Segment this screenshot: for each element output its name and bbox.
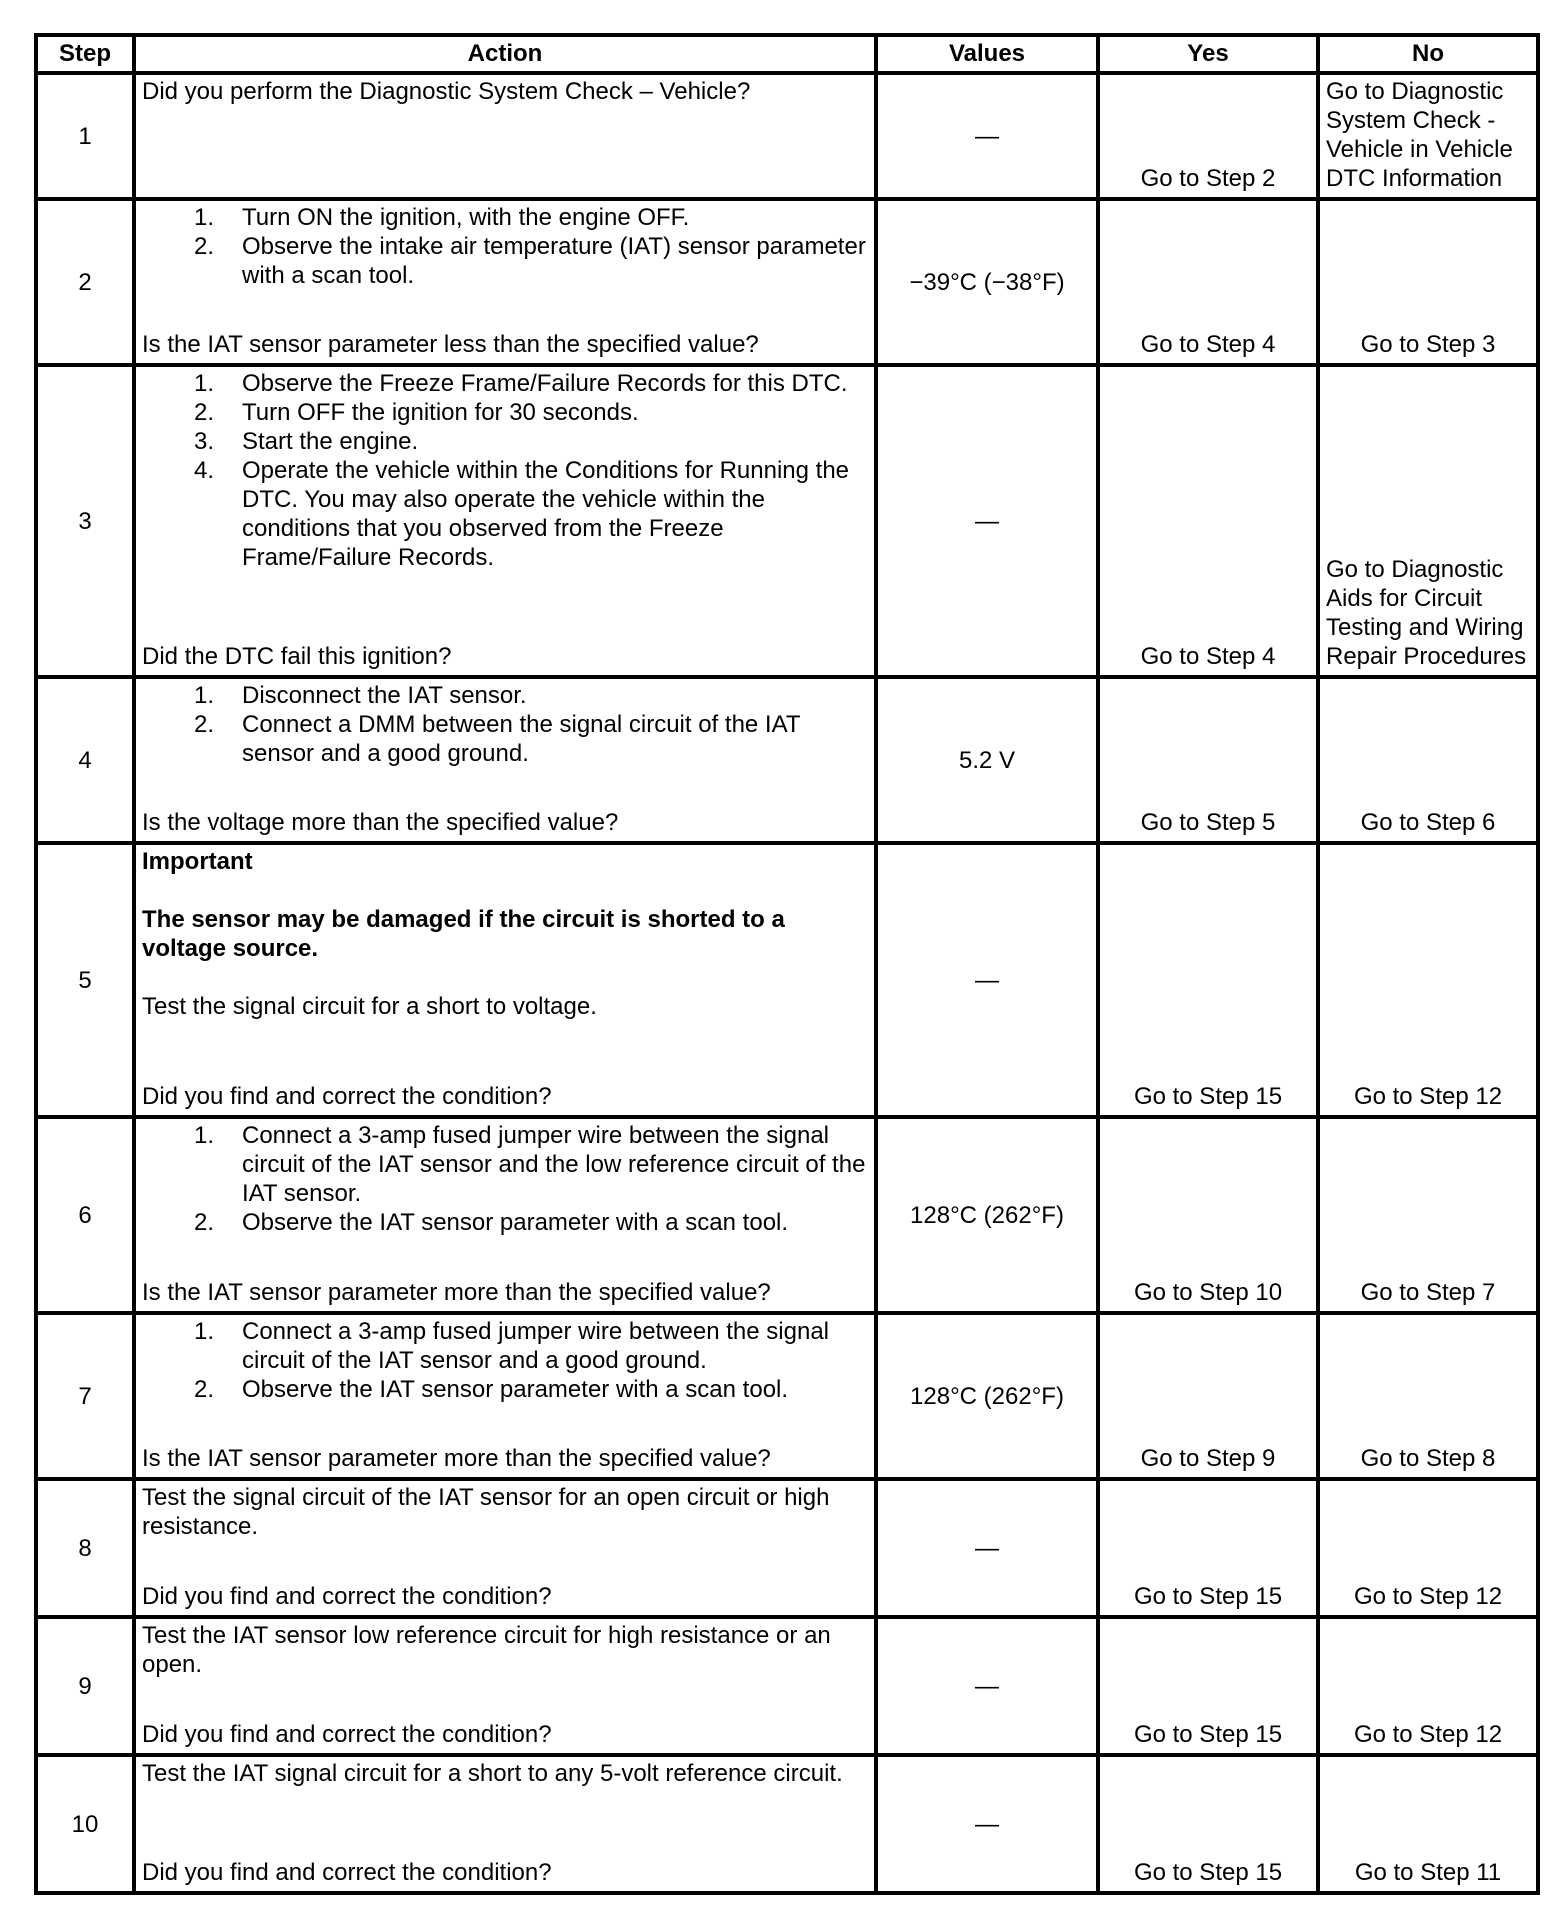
step-number: 5: [36, 843, 134, 1117]
table-row: [36, 1617, 1538, 1755]
value-cell: 128°C (262°F): [876, 1313, 1098, 1479]
list-item: 2. Observe the intake air temperature (IAT) sensor parameter with a scan tool.: [194, 233, 866, 289]
yes-cell: Go to Step 15: [1098, 1617, 1318, 1755]
table-row: [36, 1755, 1538, 1893]
step-number: 1: [36, 73, 134, 199]
action-question: Did you find and correct the condition?: [142, 1583, 552, 1610]
action-cell: [134, 1617, 876, 1755]
yes-cell: Go to Step 4: [1098, 199, 1318, 365]
yes-cell: Go to Step 9: [1098, 1313, 1318, 1479]
action-list: [142, 1121, 868, 1237]
value-cell: —: [876, 1479, 1098, 1617]
header-row: [36, 35, 1538, 73]
action-question: Did you find and correct the condition?: [142, 1083, 552, 1110]
yes-cell: Go to Step 15: [1098, 843, 1318, 1117]
header-values: Values: [876, 35, 1098, 73]
list-item: 1. Connect a 3-amp fused jumper wire between the signal circuit of the IAT sensor and a good ground.: [194, 1318, 829, 1374]
action-list: [142, 681, 868, 768]
step-number: 4: [36, 677, 134, 843]
step-number: 7: [36, 1313, 134, 1479]
table-row: [36, 1479, 1538, 1617]
warning-text: The sensor may be damaged if the circuit is shorted to a voltage source.: [142, 906, 785, 962]
action-list: [142, 369, 868, 572]
yes-cell: Go to Step 5: [1098, 677, 1318, 843]
table-row: [36, 73, 1538, 199]
action-list: [142, 1317, 868, 1404]
yes-cell: Go to Step 2: [1098, 73, 1318, 199]
yes-cell: Go to Step 4: [1098, 365, 1318, 677]
action-cell: [134, 1117, 876, 1313]
step-number: 6: [36, 1117, 134, 1313]
list-item: 2. Turn OFF the ignition for 30 seconds.: [194, 399, 639, 426]
step-number: 8: [36, 1479, 134, 1617]
header-step: Step: [36, 35, 134, 73]
action-instruction: Test the signal circuit of the IAT sensor for an open circuit or high resistance.: [142, 1484, 830, 1540]
action-question: Is the voltage more than the specified value?: [142, 809, 619, 836]
header-action: Action: [134, 35, 876, 73]
action-cell: [134, 199, 876, 365]
value-cell: —: [876, 1617, 1098, 1755]
action-cell: [134, 365, 876, 677]
list-item: 2. Connect a DMM between the signal circuit of the IAT sensor and a good ground.: [194, 711, 801, 767]
value-cell: —: [876, 365, 1098, 677]
list-item: 1. Observe the Freeze Frame/Failure Records for this DTC.: [194, 370, 848, 397]
table-row: [36, 1117, 1538, 1313]
action-instruction: Test the IAT sensor low reference circuit for high resistance or an open.: [142, 1622, 831, 1678]
yes-cell: Go to Step 15: [1098, 1479, 1318, 1617]
action-question: Did you find and correct the condition?: [142, 1721, 552, 1748]
list-item: 3. Start the engine.: [194, 428, 419, 455]
no-cell: Go to Step 3: [1318, 199, 1538, 365]
no-cell: Go to Step 11: [1318, 1755, 1538, 1893]
table-row: [36, 677, 1538, 843]
no-cell: Go to Step 12: [1318, 843, 1538, 1117]
header-no: No: [1318, 35, 1538, 73]
value-cell: —: [876, 73, 1098, 199]
value-cell: —: [876, 843, 1098, 1117]
table-row: [36, 199, 1538, 365]
list-item: 1. Disconnect the IAT sensor.: [194, 682, 527, 709]
no-cell: Go to Step 12: [1318, 1617, 1538, 1755]
action-question: Is the IAT sensor parameter less than the specified value?: [142, 331, 759, 358]
action-cell: [134, 1755, 876, 1893]
no-cell: Go to Step 12: [1318, 1479, 1538, 1617]
step-number: 10: [36, 1755, 134, 1893]
action-cell: [134, 73, 876, 199]
header-yes: Yes: [1098, 35, 1318, 73]
action-instruction: Test the IAT signal circuit for a short to any 5-volt reference circuit.: [142, 1760, 843, 1787]
no-cell: Go to Diagnostic System Check - Vehicle in Vehicle DTC Information: [1318, 73, 1538, 199]
list-item: 2. Observe the IAT sensor parameter with a scan tool.: [194, 1209, 789, 1236]
table-row: [36, 843, 1538, 1117]
list-item: 1. Connect a 3-amp fused jumper wire between the signal circuit of the IAT sensor and the low reference circuit of the IAT sensor.: [194, 1122, 866, 1207]
action-question: Did you find and correct the condition?: [142, 1859, 552, 1886]
list-item: 2. Observe the IAT sensor parameter with a scan tool.: [194, 1376, 789, 1403]
yes-cell: Go to Step 10: [1098, 1117, 1318, 1313]
value-cell: 5.2 V: [876, 677, 1098, 843]
table-row: [36, 1313, 1538, 1479]
important-heading: Important: [142, 848, 253, 875]
action-cell: [134, 677, 876, 843]
no-cell: Go to Step 6: [1318, 677, 1538, 843]
action-list: [142, 203, 868, 290]
action-cell: [134, 1479, 876, 1617]
no-cell: Go to Step 8: [1318, 1313, 1538, 1479]
action-question: Is the IAT sensor parameter more than the specified value?: [142, 1279, 771, 1306]
action-question: Did you perform the Diagnostic System Check – Vehicle?: [142, 78, 751, 105]
action-cell: [134, 1313, 876, 1479]
no-cell: Go to Diagnostic Aids for Circuit Testing and Wiring Repair Procedures: [1318, 365, 1538, 677]
step-number: 3: [36, 365, 134, 677]
no-cell: Go to Step 7: [1318, 1117, 1538, 1313]
yes-cell: Go to Step 15: [1098, 1755, 1318, 1893]
value-cell: −39°C (−38°F): [876, 199, 1098, 365]
step-number: 9: [36, 1617, 134, 1755]
list-item: 1. Turn ON the ignition, with the engine OFF.: [194, 204, 690, 231]
value-cell: 128°C (262°F): [876, 1117, 1098, 1313]
value-cell: —: [876, 1755, 1098, 1893]
diagnostic-table: [34, 33, 1540, 1895]
action-question: Did the DTC fail this ignition?: [142, 643, 452, 670]
table-row: [36, 365, 1538, 677]
step-number: 2: [36, 199, 134, 365]
action-instruction: Test the signal circuit for a short to voltage.: [142, 993, 597, 1020]
list-item: 4. Operate the vehicle within the Conditions for Running the DTC. You may also operate the vehicle within the conditions that you observed from the Freeze Frame/Failure Records.: [194, 457, 850, 571]
action-cell: [134, 843, 876, 1117]
action-question: Is the IAT sensor parameter more than the specified value?: [142, 1445, 771, 1472]
